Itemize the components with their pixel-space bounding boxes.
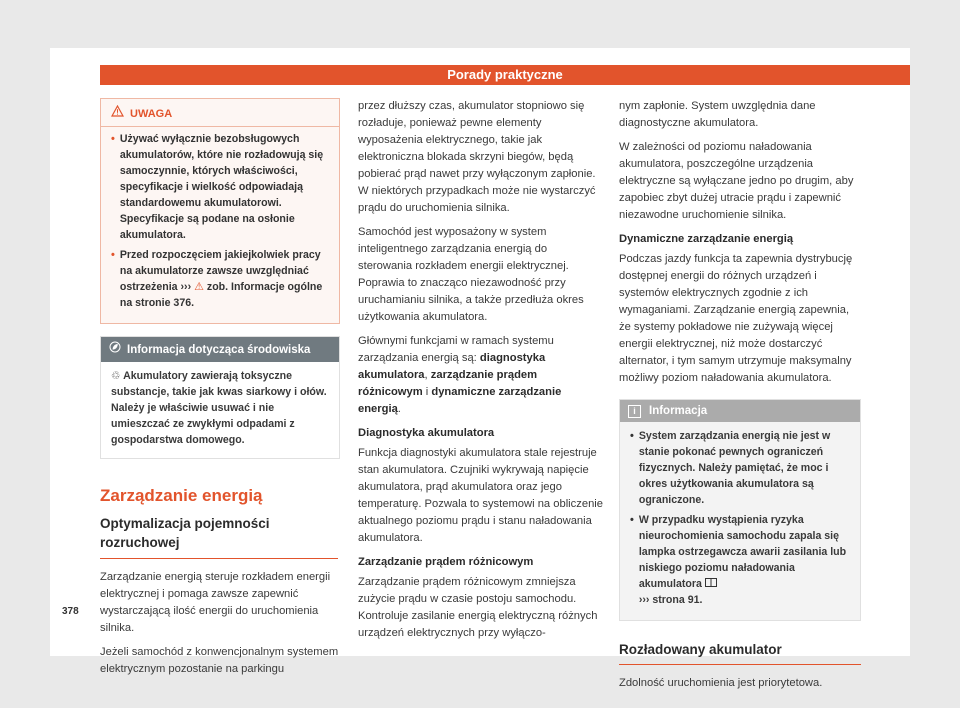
section-header: Porady praktyczne	[100, 65, 910, 85]
paragraph: Zarządzanie energią steruje rozkładem energii elektrycznej i pomaga zawsze zapewnić wystarczającą ilość energii do uruchomienia silnika.	[100, 571, 331, 634]
column-left	[100, 98, 340, 685]
info-reference-link[interactable]: ››› strona 91.	[638, 594, 703, 606]
paragraph: Podczas jazdy funkcja ta zapewnia dystrybucję dostępnej energii do różnych urządzeń i systemów elektrycznych zgodnie z ich wymaganiami. Zarządzanie energią zapewnia, że systemy pokładowe nie zużywają więcej energii elektrycznej, niż może dostarczyć alternator, i tym samym utrzymuje maksymalny możliwy poziom naładowania akumulatora.	[619, 253, 853, 384]
info-title	[620, 400, 860, 422]
bold-term: dynamiczne zarządzanie energią	[358, 386, 562, 415]
info-icon: i	[628, 405, 641, 418]
paragraph: nym zapłonie. System uwzględnia dane diagnostyczne akumulatora.	[619, 100, 816, 129]
warning-reference-link[interactable]: zob. Informacje ogólne na stronie 376.	[119, 281, 323, 309]
environment-title	[101, 337, 339, 362]
chapter-heading: Zarządzanie energią	[100, 486, 263, 505]
warning-item-text: Używać wyłącznie bezobsługowych akumulatorów, które nie rozładowują się samoczynnie, których właściwości, specyfikacje i wielkość odpowiadają standardowemu akumulatorowi. Specyfikacje są podane na osłonie akumulatora.	[119, 133, 324, 241]
section-subtitle: Zarządzanie prądem różnicowym	[358, 556, 534, 568]
paragraph: Jeżeli samochód z konwencjonalnym systemem elektrycznym pozostanie na parkingu	[100, 646, 339, 675]
paragraph: W zależności od poziomu naładowania akumulatora, poszczególne urządzenia elektryczne są wyłączane jedno po drugim, aby zapobiec zbyt dużej utracie prądu i zapewnić niezawodne uruchomienie silnika.	[619, 141, 854, 221]
paragraph: Głównymi funkcjami w ramach systemu zarządzania energią są: diagnostyka akumulatora, zarządzanie prądem różnicowym i dynamiczne zarządzanie energią.	[358, 335, 562, 415]
bullet-icon: •	[111, 133, 115, 145]
book-icon	[705, 578, 717, 590]
section-title: Rozładowany akumulator	[619, 642, 782, 657]
paragraph: Samochód jest wyposażony w system inteligentnego zarządzania energią do sterowania rozkładem energii elektrycznej. Poprawia to znacząco niezawodność przy uruchamianiu silnika, a także przedłuża okres użytkowania akumulatora.	[358, 226, 584, 323]
ref-arrow: ›››	[180, 281, 192, 293]
subheading: Optymalizacja pojemności rozruchowej	[100, 516, 270, 550]
info-item	[630, 512, 852, 608]
warning-item-text: Przed rozpoczęciem jakiejkolwiek pracy na akumulatorze zawsze uwzględniać ostrzeżenia ››› ⚠ zob. Informacje ogólne na stronie 376.	[119, 249, 323, 309]
info-body	[620, 422, 860, 620]
paragraph: Funkcja diagnostyki akumulatora stale rejestruje stan akumulatora. Czujniki wykrywają napięcie akumulatora, prąd akumulatora oraz jego temperaturę. Pozwala to systemowi na obliczenie aktualnego poziomu prądu i stanu naładowania akumulatora.	[358, 447, 603, 544]
bold-term: diagnostyka akumulatora	[358, 352, 546, 381]
bullet-icon: •	[630, 514, 634, 526]
leaf-icon	[109, 341, 121, 358]
warning-item	[111, 247, 331, 311]
info-title-text: Informacja	[649, 405, 708, 417]
info-box	[619, 399, 861, 621]
warning-triangle-icon	[111, 105, 124, 122]
bold-term: zarządzanie prądem różnicowym	[358, 369, 538, 398]
page-number: 378	[62, 606, 79, 617]
info-item-text: W przypadku wystąpienia ryzyka nieurochomienia samochodu zapala się lampka ostrzegawcza awarii zasilania lub niskiego poziomu naładowania akumulatora ››› strona 91.	[638, 514, 847, 606]
environment-body	[101, 362, 339, 458]
warning-title-text: UWAGA	[130, 107, 173, 120]
bullet-icon: •	[111, 249, 115, 261]
recycle-bin-icon: ♲	[111, 370, 121, 382]
environment-box	[100, 336, 340, 459]
paragraph: Zarządzanie prądem różnicowym zmniejsza zużycie prądu w czasie postoju samochodu. Kontroluje zasilanie energią elektryczną różnych urządzeń elektrycznych przy wyłączo-	[358, 576, 598, 639]
column-right	[619, 98, 861, 699]
manual-page	[50, 48, 910, 689]
environment-text: Akumulatory zawierają toksyczne substancje, takie jak kwas siarkowy i ołów. Należy je właściwie usuwać i nie umieszczać ze zwykłymi odpadami z gospodarstwa domowego.	[111, 370, 327, 446]
warning-item	[111, 131, 331, 243]
warning-triangle-icon: ⚠	[194, 281, 204, 293]
warning-body	[101, 127, 339, 323]
warning-box	[100, 98, 340, 324]
column-middle	[358, 98, 603, 649]
section-divider	[619, 664, 861, 665]
warning-title	[101, 99, 339, 127]
heading-divider	[100, 558, 338, 559]
info-item-text: System zarządzania energią nie jest w stanie pokonać pewnych ograniczeń fizycznych. Należy pamiętać, że moc i okres użytkowania akumulatora są ograniczone.	[638, 430, 831, 506]
paragraph: przez dłuższy czas, akumulator stopniowo się rozładuje, ponieważ pewne elementy wyposażenia elektrycznego, takie jak elektroniczna blokada skrzyni biegów, będą pobierać prąd nawet przy wyłączonym zapłonie. W niektórych przypadkach może nie wystarczyć prądu do uruchomienia silnika.	[358, 100, 596, 214]
bullet-icon: •	[630, 430, 634, 442]
info-item	[630, 428, 852, 508]
section-subtitle: Diagnostyka akumulatora	[358, 427, 495, 439]
paragraph: Zdolność uruchomienia jest priorytetowa.	[619, 677, 823, 689]
environment-title-text: Informacja dotycząca środowiska	[127, 343, 311, 356]
section-subtitle: Dynamiczne zarządzanie energią	[619, 233, 794, 245]
